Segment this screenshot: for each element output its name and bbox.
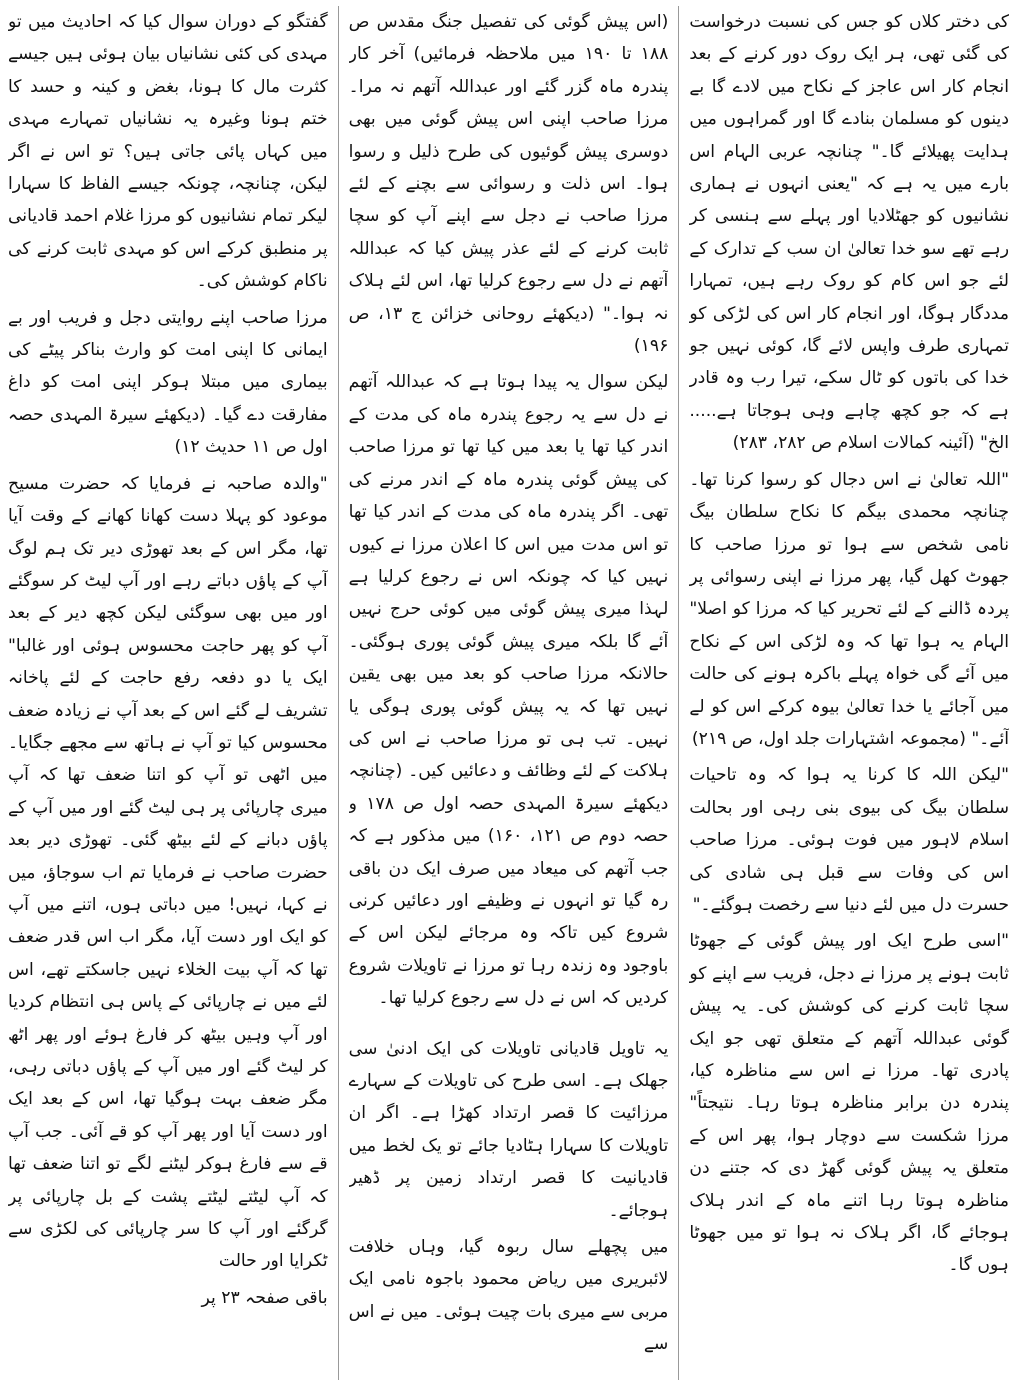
paragraph: یہ تاویل قادیانی تاویلات کی ایک ادنیٰ سی جھلک ہے۔ اسی طرح کی تاویلات کے سہارے مرزائیت کا قصر ارتداد کھڑا ہے۔ اگر ان تاویلات کا سہارا ہٹادیا جائے تو یک لخط میں قادیانیت کا قصر ارتداد زمین پر ڈھیر ہوجائے۔	[348, 1038, 669, 1221]
paragraph: "اللہ تعالیٰ نے اس دجال کو رسوا کرنا تھا۔ چنانچہ محمدی بیگم کا نکاح سلطان بیگ نامی شخص سے ہوا تو مرزا صاحب کا جھوٹ کھل گیا، پھر مرزا نے اپنی رسوائی پر پردہ ڈالنے کے لئے تحریر کیا کہ مرزا کو اصلا" الہام یہ ہوا تھا کہ وہ لڑکی اس کے نکاح میں آئے گی خواہ پہلے باکرہ ہونے کی حالت میں آجائے یا خدا تعالیٰ بیوہ کرکے اس کو لے آئے۔" (مجموعہ اشتہارات جلد اول، ص ۲۱۹)	[689, 469, 1009, 749]
column-right	[689, 6, 1009, 1380]
paragraph: "لیکن اللہ کا کرنا یہ ہوا کہ وہ تاحیات سلطان بیگ کی بیوی بنی رہی اور بحالت اسلام لاہور میں فوت ہوئی۔ مرزا صاحب اس کی وفات سے قبل ہی شادی کی حسرت دل میں لئے دنیا سے رخصت ہوگئے۔"	[689, 765, 1009, 915]
paragraph: مرزا صاحب اپنے روایتی دجل و فریب اور بے ایمانی کا اپنی امت کو وارث بناکر پیٹے کی بیماری میں مبتلا ہوکر اپنی امت کو داغ مفارقت دے گیا۔ (دیکھئے سیرۃ المہدی حصہ اول ص ۱۱ حدیث ۱۲)	[7, 307, 328, 458]
paragraph: "اسی طرح ایک اور پیش گوئی کے جھوٹا ثابت ہونے پر مرزا نے دجل، فریب سے اپنے کو سچا ثابت کرنے کی کوشش کی۔ یہ پیش گوئی عبداللہ آتھم کے متعلق تھی جو ایک پادری تھا۔ مرزا نے اس سے مناظرہ کیا، پندرہ دن برابر مناظرہ ہوتا رہا۔ نتیجتاً" مرزا شکست سے دوچار ہوا، پھر اس کے متعلق یہ پیش گوئی گھڑ دی کہ جتنے دن مناظرہ ہوتا رہا اتنے ماہ کے اندر ہلاک ہوجائے گا، اگر ہلاک نہ ہوا تو میں جھوٹا ہوں گا۔	[689, 931, 1009, 1276]
column-left	[8, 6, 328, 1380]
continued-note: باقی صفحہ ۲۳ پر	[201, 1287, 328, 1308]
paragraph: "والدہ صاحبہ نے فرمایا کہ حضرت مسیح موعود کو پہلا دست کھانا کھانے کے وقت آیا تھا، مگر اس کے بعد تھوڑی دیر تک ہم لوگ آپ کے پاؤں دباتے رہے اور آپ لیٹ کر سوگئے اور میں بھی سوگئی لیکن کچھ دیر کے بعد آپ کو پھر حاجت محسوس ہوئی اور غالبا" ایک یا دو دفعہ رفع حاجت کے لئے پاخانہ تشریف لے گئے اس کے بعد آپ نے زیادہ ضعف محسوس کیا تو آپ نے ہاتھ سے مجھے جگایا۔ میں اٹھی تو آپ کو اتنا ضعف تھا کہ آپ میری چارپائی پر ہی لیٹ گئے اور میں آپ کے پاؤں دبانے کے لئے بیٹھ گئی۔ تھوڑی دیر بعد حضرت صاحب نے فرمایا تم اب سوجاؤ، میں نے کہا، نہیں! میں دباتی ہوں، اتنے میں آپ کو ایک اور دست آیا، مگر اب اس قدر ضعف تھا کہ آپ بیت الخلاء نہیں جاسکتے تھے، اس لئے میں نے چارپائی کے پاس ہی انتظام کردیا اور آپ وہیں بیٹھ کر فارغ ہوئے اور پھر اٹھ کر لیٹ گئے اور میں آپ کے پاؤں دباتی رہی، مگر ضعف بہت ہوگیا تھا، اس کے بعد ایک اور دست آیا اور پھر آپ کو قے آئی۔ جب آپ قے سے فارغ ہوکر لیٹنے لگے تو اتنا ضعف تھا کہ آپ لیٹتے لیٹتے پشت کے بل چارپائی پر گرگئے اور آپ کا سر چارپائی کی لکڑی سے ٹکرایا اور حالت	[7, 473, 328, 1272]
column-divider	[678, 6, 679, 1380]
column-middle	[349, 6, 669, 1380]
column-divider	[338, 6, 339, 1380]
paragraph: (اس پیش گوئی کی تفصیل جنگ مقدس ص ۱۸۸ تا ۱۹۰ میں ملاحظہ فرمائیں) آخر کار پندرہ ماہ گزر گئے اور عبداللہ آتھم نہ مرا۔ مرزا صاحب اپنی اس پیش گوئی میں بھی دوسری پیش گوئیوں کی طرح ذلیل و رسوا ہوا۔ اس ذلت و رسوائی سے بچنے کے لئے مرزا صاحب نے دجل سے اپنے آپ کو سچا ثابت کرنے کے لئے عذر پیش کیا کہ عبداللہ آتھم نے دل سے رجوع کرلیا تھا، اس لئے ہلاک نہ ہوا۔" (دیکھئے روحانی خزائن ج ۱۳، ص ۱۹۶)	[348, 12, 669, 357]
paragraph: کی دختر کلاں کو جس کی نسبت درخواست کی گئی تھی، ہر ایک روک دور کرنے کے بعد انجام کار اس عاجز کے نکاح میں لادے گا بے دینوں کو مسلمان بنادے گا اور گمراہوں میں ہدایت پھیلائے گا۔" چنانچہ عربی الہام اس بارے میں یہ ہے کہ "یعنی انہوں نے ہماری نشانیوں کو جھٹلادیا اور پہلے سے ہنسی کر رہے تھے سو خدا تعالیٰ ان سب کے تدارک کے لئے جو اس کام کو روک رہے ہیں، تمہارا مددگار ہوگا، اور انجام کار اس کی لڑکی کو تمہاری طرف واپس لائے گا، کوئی نہیں جو خدا کی باتوں کو ٹال سکے، تیرا رب وہ قادر ہے کہ جو کچھ چاہے وہی ہوجاتا ہے..... الخ" (آئینہ کمالات اسلام ص ۲۸۲، ۲۸۳)	[689, 12, 1009, 454]
paragraph: میں پچھلے سال ربوہ گیا، وہاں خلافت لائبریری میں ریاض محمود باجوہ نامی ایک مربی سے میری بات چیت ہوئی۔ میں نے اس سے	[348, 1237, 669, 1355]
paragraph: لیکن سوال یہ پیدا ہوتا ہے کہ عبداللہ آتھم نے دل سے یہ رجوع پندرہ ماہ کی مدت کے اندر کیا تھا یا بعد میں کیا تھا تو مرزا صاحب کی پیش گوئی پندرہ ماہ کے اندر مرنے کی تھی۔ اگر پندرہ ماہ کی مدت کے اندر کیا تھا تو اس مدت میں اس کا اعلان مرزا نے کیوں نہیں کیا کہ چونکہ اس نے رجوع کرلیا ہے لہذا میری پیش گوئی میں کوئی حرج نہیں آئے گا بلکہ میری پیش گوئی پوری ہوگئی۔ حالانکہ مرزا صاحب کو بعد میں بھی یقین نہیں تھا کہ یہ پیش گوئی پوری ہوگی یا نہیں۔ تب ہی تو مرزا صاحب نے اس کی ہلاکت کے لئے وظائف و دعائیں کیں۔ (چنانچہ دیکھئے سیرۃ المہدی حصہ اول ص ۱۷۸ و حصہ دوم ص ۱۲۱، ۱۶۰) میں مذکور ہے کہ جب آتھم کی میعاد میں صرف ایک دن باقی رہ گیا تو انہوں نے وظیفے اور دعائیں کرنی شروع کیں تاکہ وہ مرجائے لیکن اس کے باوجود وہ زندہ رہا تو مرزا نے تاویلات شروع کردیں کہ اس نے دل سے رجوع کرلیا تھا۔	[348, 372, 669, 1009]
paragraph: گفتگو کے دوران سوال کیا کہ احادیث میں تو مہدی کی کئی نشانیاں بیان ہوئی ہیں جیسے کثرت مال کا ہونا، بغض و کینہ و حسد کا ختم ہونا وغیرہ یہ نشانیاں تمہارے مہدی میں کہاں پائی جاتی ہیں؟ تو اس نے اگر لیکن، چنانچہ، چونکہ جیسے الفاظ کا سہارا لیکر تمام نشانیوں کو مرزا غلام احمد قادیانی پر منطبق کرکے اس کو مہدی ثابت کرنے کی ناکام کوشش کی۔	[7, 12, 328, 292]
